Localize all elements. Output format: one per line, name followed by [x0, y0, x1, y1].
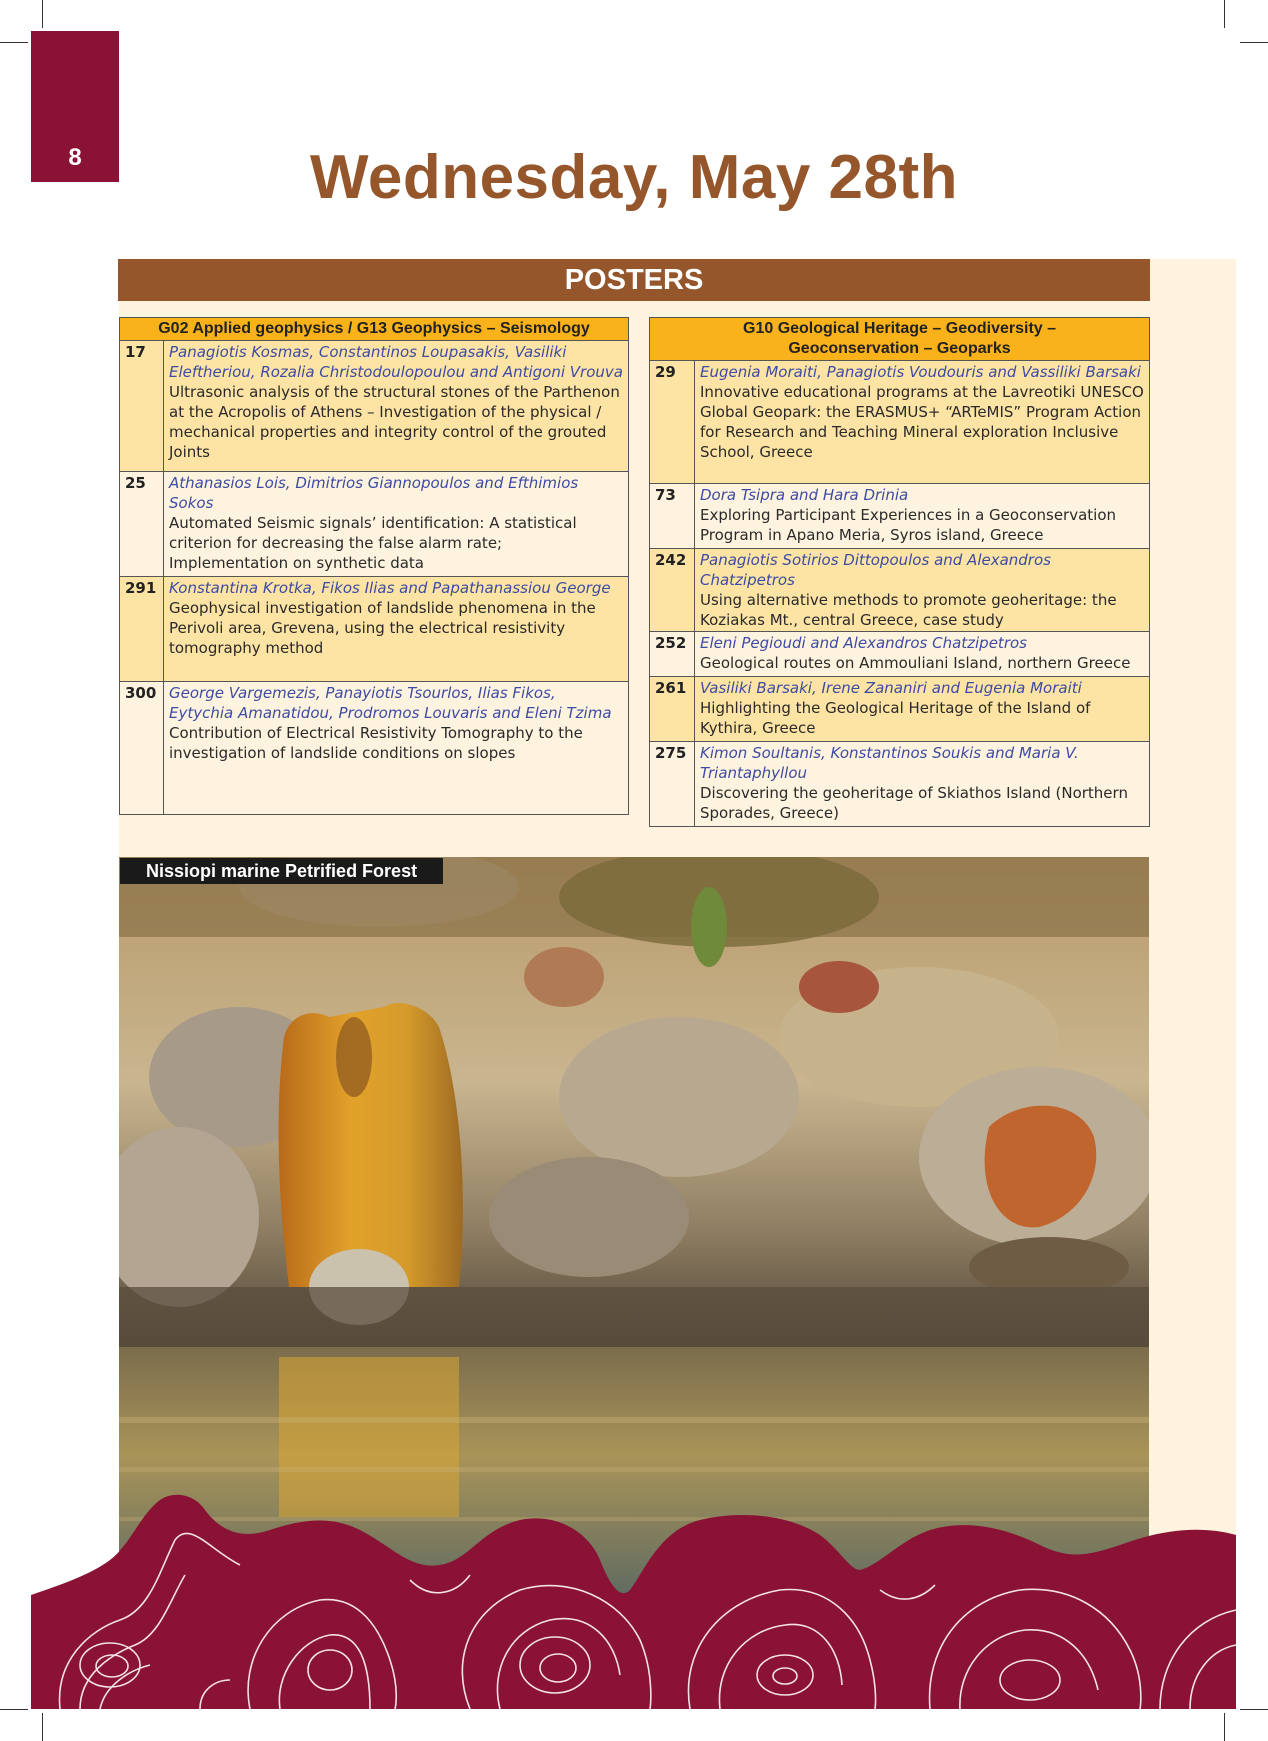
crop-mark [1224, 0, 1225, 28]
table-row [650, 484, 1150, 549]
poster-title: Geological routes on Ammouliani Island, northern Greece [700, 654, 1131, 672]
session-header [650, 318, 1150, 361]
section-heading: POSTERS [118, 259, 1150, 301]
poster-number: 252 [650, 632, 695, 677]
crop-mark [0, 1709, 28, 1710]
poster-number: 275 [650, 742, 695, 827]
crop-mark [0, 42, 28, 43]
poster-number: 300 [120, 682, 164, 815]
poster-authors: Dora Tsipra and Hara Drinia [700, 486, 909, 504]
poster-authors: George Vargemezis, Panayiotis Tsourlos, Ilias Fikos, Eytychia Amanatidou, Prodromos Louvaris and Eleni Tzima [169, 684, 612, 722]
table-row [120, 577, 629, 682]
poster-number: 17 [120, 341, 164, 472]
poster-number: 29 [650, 361, 695, 484]
table-row [650, 632, 1150, 677]
poster-title: Exploring Participant Experiences in a Geoconservation Program in Apano Meria, Syros island, Greece [700, 506, 1117, 544]
table-row [650, 549, 1150, 632]
poster-authors: Eleni Pegioudi and Alexandros Chatzipetros [700, 634, 1027, 652]
contour-wave-decoration [0, 1490, 1268, 1709]
crop-mark [42, 1713, 43, 1741]
table-row [650, 361, 1150, 484]
poster-number: 242 [650, 549, 695, 632]
session-table-left [119, 317, 629, 815]
poster-title: Innovative educational programs at the Lavreotiki UNESCO Global Geopark: the ERASMUS+ “ARTeMIS” Program Action for Research and Teaching Mineral exploration Inclusive School, Greece [700, 383, 1144, 461]
table-row [120, 472, 629, 577]
table-row [650, 742, 1150, 827]
table-row [120, 341, 629, 472]
poster-authors: Konstantina Krotka, Fikos Ilias and Papathanassiou George [169, 579, 611, 597]
poster-number: 261 [650, 677, 695, 742]
poster-title: Geophysical investigation of landslide phenomena in the Perivoli area, Grevena, using the electrical resistivity tomography method [169, 599, 596, 657]
poster-title: Automated Seismic signals’ identification: A statistical criterion for decreasing the false alarm rate; Implementation on synthetic data [169, 514, 577, 572]
session-header-line: G10 Geological Heritage – Geodiversity – [743, 320, 1057, 337]
photo-caption: Nissiopi marine Petrified Forest [120, 858, 443, 884]
poster-authors: Panagiotis Kosmas, Constantinos Loupasakis, Vasiliki Eleftheriou, Rozalia Christodoulopoulou and Antigoni Vrouva [169, 343, 623, 381]
page-title: Wednesday, May 28th [309, 143, 959, 212]
poster-authors: Vasiliki Barsaki, Irene Zananiri and Eugenia Moraiti [700, 679, 1082, 697]
crop-mark [1240, 1709, 1268, 1710]
poster-title: Contribution of Electrical Resistivity Tomography to the investigation of landslide conditions on slopes [169, 724, 583, 762]
session-table-right [649, 317, 1150, 827]
session-header: G02 Applied geophysics / G13 Geophysics – Seismology [120, 318, 629, 341]
poster-authors: Kimon Soultanis, Konstantinos Soukis and Maria V. Triantaphyllou [700, 744, 1079, 782]
session-header-line: Geoconservation – Geoparks [788, 340, 1011, 357]
poster-authors: Eugenia Moraiti, Panagiotis Voudouris and Vassiliki Barsaki [700, 363, 1141, 381]
table-row [650, 677, 1150, 742]
table-row [120, 682, 629, 815]
poster-title: Using alternative methods to promote geoheritage: the Koziakas Mt., central Greece, case study [700, 591, 1117, 629]
poster-title: Highlighting the Geological Heritage of the Island of Kythira, Greece [700, 699, 1091, 737]
crop-mark [42, 0, 43, 28]
poster-number: 291 [120, 577, 164, 682]
page-number: 8 [68, 144, 82, 171]
poster-authors: Athanasios Lois, Dimitrios Giannopoulos and Efthimios Sokos [169, 474, 579, 512]
poster-title: Discovering the geoheritage of Skiathos Island (Northern Sporades, Greece) [700, 784, 1128, 822]
poster-title: Ultrasonic analysis of the structural stones of the Parthenon at the Acropolis of Athens – Investigation of the physical / mechanical properties and integrity control of the grouted Joints [169, 383, 620, 461]
poster-number: 25 [120, 472, 164, 577]
poster-number: 73 [650, 484, 695, 549]
crop-mark [1240, 42, 1268, 43]
crop-mark [1224, 1713, 1225, 1741]
poster-authors: Panagiotis Sotirios Dittopoulos and Alexandros Chatzipetros [700, 551, 1051, 589]
